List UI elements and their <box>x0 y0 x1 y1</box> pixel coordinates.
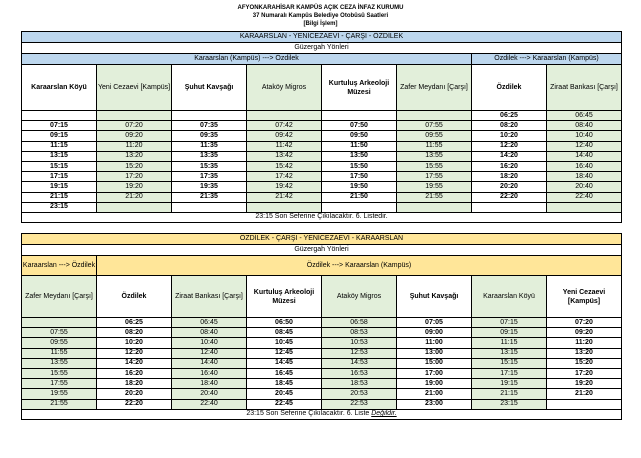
table-row <box>22 161 622 171</box>
time-cell: 06:25 <box>472 111 547 121</box>
time-cell: 10:53 <box>322 338 397 348</box>
column-header: Karaarslan Köyü <box>472 276 547 318</box>
time-cell: 20:53 <box>322 389 397 399</box>
time-cell: 10:40 <box>547 131 622 141</box>
time-cell: 12:53 <box>322 348 397 358</box>
time-cell <box>247 202 322 212</box>
document-title: AFYONKARAHİSAR KAMPÜS AÇIK CEZA İNFAZ KURUMU <box>237 5 404 11</box>
time-cell: 16:20 <box>472 161 547 171</box>
table-row <box>22 141 622 151</box>
time-cell: 09:15 <box>472 328 547 338</box>
time-cell: 18:20 <box>97 379 172 389</box>
time-cell: 10:45 <box>247 338 322 348</box>
time-cell: 09:55 <box>22 338 97 348</box>
time-cell: 07:05 <box>397 318 472 328</box>
table-row <box>22 368 622 378</box>
time-cell <box>547 202 622 212</box>
time-cell: 07:15 <box>472 318 547 328</box>
time-cell: 17:55 <box>22 379 97 389</box>
time-cell: 12:20 <box>97 348 172 358</box>
table-row <box>22 399 622 409</box>
time-cell: 20:45 <box>247 389 322 399</box>
time-cell: 18:45 <box>247 379 322 389</box>
time-cell: 13:50 <box>322 151 397 161</box>
time-cell: 07:55 <box>397 121 472 131</box>
time-cell: 12:20 <box>472 141 547 151</box>
time-cell: 13:15 <box>472 348 547 358</box>
time-cell: 08:45 <box>247 328 322 338</box>
time-cell: 11:00 <box>397 338 472 348</box>
time-cell: 14:20 <box>97 358 172 368</box>
time-cell: 19:50 <box>322 182 397 192</box>
time-cell: 19:15 <box>472 379 547 389</box>
time-cell: 22:20 <box>472 192 547 202</box>
time-cell: 14:40 <box>172 358 247 368</box>
time-cell: 10:40 <box>172 338 247 348</box>
time-cell: 08:53 <box>322 328 397 338</box>
time-cell <box>397 202 472 212</box>
direction-inbound-1: Özdilek ---> Karaarslan (Kampüs) <box>472 54 622 65</box>
column-header: Ziraat Bankası [Çarşı] <box>547 65 622 111</box>
time-cell: 09:20 <box>97 131 172 141</box>
time-cell: 17:35 <box>172 172 247 182</box>
time-cell: 22:53 <box>322 399 397 409</box>
column-header: Yeni Cezaevi [Kampüs] <box>97 65 172 111</box>
time-cell: 21:50 <box>322 192 397 202</box>
table-row <box>22 192 622 202</box>
table-row <box>22 389 622 399</box>
time-cell: 17:00 <box>397 368 472 378</box>
time-cell: 16:40 <box>547 161 622 171</box>
time-cell: 21:15 <box>22 192 97 202</box>
table-row <box>22 348 622 358</box>
time-cell: 21:35 <box>172 192 247 202</box>
time-cell: 16:20 <box>97 368 172 378</box>
time-cell <box>22 318 97 328</box>
direction-outbound-1: Karaarslan (Kampüs) ---> Özdilek <box>22 54 472 65</box>
footnote <box>22 409 622 419</box>
column-header: Zafer Meydanı [Çarşı] <box>397 65 472 111</box>
table-row <box>22 338 622 348</box>
time-cell: 19:42 <box>247 182 322 192</box>
time-cell: 11:20 <box>547 338 622 348</box>
time-cell: 07:50 <box>322 121 397 131</box>
time-cell: 08:20 <box>472 121 547 131</box>
time-cell: 15:50 <box>322 161 397 171</box>
time-cell <box>547 399 622 409</box>
time-cell: 12:40 <box>172 348 247 358</box>
time-cell: 06:58 <box>322 318 397 328</box>
table-row <box>22 182 622 192</box>
time-cell: 17:15 <box>472 368 547 378</box>
time-cell <box>97 202 172 212</box>
table-row <box>22 131 622 141</box>
schedule-table-1 <box>21 31 622 223</box>
time-cell: 18:40 <box>172 379 247 389</box>
route-title-1: KARAARSLAN - YENİCEZAEVİ - ÇARŞI - ÖZDİLEK <box>22 32 622 43</box>
time-cell: 07:35 <box>172 121 247 131</box>
time-cell: 19:55 <box>22 389 97 399</box>
time-cell <box>472 202 547 212</box>
time-cell: 23:15 <box>22 202 97 212</box>
time-cell: 21:42 <box>247 192 322 202</box>
time-cell: 10:20 <box>97 338 172 348</box>
time-cell: 15:42 <box>247 161 322 171</box>
time-cell: 07:42 <box>247 121 322 131</box>
time-cell: 08:40 <box>172 328 247 338</box>
time-cell: 15:00 <box>397 358 472 368</box>
time-cell: 18:20 <box>472 172 547 182</box>
time-cell <box>247 111 322 121</box>
time-cell: 15:55 <box>397 161 472 171</box>
footnote-text: 23:15 Son Seferine Çıkılacaktır. 6. Liste <box>246 410 372 418</box>
time-cell: 17:55 <box>397 172 472 182</box>
schedule-table-2 <box>21 233 622 420</box>
time-cell: 16:40 <box>172 368 247 378</box>
time-cell: 21:20 <box>97 192 172 202</box>
time-cell <box>22 111 97 121</box>
time-cell: 15:15 <box>472 358 547 368</box>
table-row <box>22 111 622 121</box>
time-cell: 13:00 <box>397 348 472 358</box>
table-row <box>22 202 622 212</box>
time-cell: 23:15 <box>472 399 547 409</box>
time-cell: 17:20 <box>97 172 172 182</box>
route-subtitle-2: Güzergah Yönleri <box>22 245 622 256</box>
column-header: Özdilek <box>97 276 172 318</box>
time-cell: 13:55 <box>397 151 472 161</box>
route-subtitle-1: Güzergah Yönleri <box>22 43 622 54</box>
column-header: Kurtuluş Arkeoloji Müzesi <box>247 276 322 318</box>
time-cell: 22:45 <box>247 399 322 409</box>
time-cell: 13:20 <box>97 151 172 161</box>
time-cell: 20:40 <box>172 389 247 399</box>
table-row <box>22 358 622 368</box>
table-row <box>22 328 622 338</box>
time-cell: 09:35 <box>172 131 247 141</box>
time-cell: 09:42 <box>247 131 322 141</box>
time-cell: 15:15 <box>22 161 97 171</box>
time-cell: 09:20 <box>547 328 622 338</box>
column-header: Özdilek <box>472 65 547 111</box>
time-cell <box>322 202 397 212</box>
time-cell: 15:55 <box>22 368 97 378</box>
route-title-2: ÖZDİLEK - ÇARŞI - YENİCEZAEVİ - KARAARSLAN <box>22 234 622 245</box>
document-subtitle: 37 Numaralı Kampüs Belediye Otobüsü Saatleri <box>252 13 389 19</box>
column-header: Şuhut Kavşağı <box>397 276 472 318</box>
column-header: Şuhut Kavşağı <box>172 65 247 111</box>
column-header: Ataköy Migros <box>322 276 397 318</box>
time-cell: 20:20 <box>472 182 547 192</box>
time-cell: 19:20 <box>547 379 622 389</box>
time-cell: 22:20 <box>97 399 172 409</box>
column-header: Karaarslan Köyü <box>22 65 97 111</box>
time-cell: 11:35 <box>172 141 247 151</box>
footnote-emphasis: Değildir. <box>371 410 397 418</box>
time-cell: 06:45 <box>172 318 247 328</box>
time-cell: 08:40 <box>547 121 622 131</box>
time-cell: 11:20 <box>97 141 172 151</box>
time-cell: 21:00 <box>397 389 472 399</box>
time-cell: 06:50 <box>247 318 322 328</box>
column-header: Kurtuluş Arkeoloji Müzesi <box>322 65 397 111</box>
time-cell: 18:53 <box>322 379 397 389</box>
time-cell: 13:55 <box>22 358 97 368</box>
column-header: Ziraat Bankası [Çarşı] <box>172 276 247 318</box>
time-cell: 18:40 <box>547 172 622 182</box>
time-cell <box>97 111 172 121</box>
time-cell: 07:55 <box>22 328 97 338</box>
time-cell: 20:40 <box>547 182 622 192</box>
time-cell: 12:40 <box>547 141 622 151</box>
time-cell: 19:15 <box>22 182 97 192</box>
time-cell: 22:40 <box>547 192 622 202</box>
time-cell: 13:15 <box>22 151 97 161</box>
time-cell <box>397 111 472 121</box>
time-cell: 10:20 <box>472 131 547 141</box>
time-cell: 13:20 <box>547 348 622 358</box>
time-cell: 06:25 <box>97 318 172 328</box>
direction-outbound-2: Karaarslan ---> Özdilek <box>22 256 97 276</box>
time-cell: 23:00 <box>397 399 472 409</box>
time-cell: 13:42 <box>247 151 322 161</box>
time-cell: 21:55 <box>22 399 97 409</box>
table-row <box>22 379 622 389</box>
time-cell <box>172 202 247 212</box>
time-cell: 09:00 <box>397 328 472 338</box>
time-cell <box>322 111 397 121</box>
time-cell: 09:50 <box>322 131 397 141</box>
column-header: Zafer Meydanı [Çarşı] <box>22 276 97 318</box>
time-cell: 11:15 <box>22 141 97 151</box>
time-cell: 21:15 <box>472 389 547 399</box>
time-cell: 07:20 <box>97 121 172 131</box>
table-row <box>22 151 622 161</box>
footnote: 23:15 Son Seferine Çıkılacaktır. 6. Listedir. <box>22 212 622 222</box>
time-cell: 17:42 <box>247 172 322 182</box>
time-cell: 15:35 <box>172 161 247 171</box>
time-cell: 11:50 <box>322 141 397 151</box>
table-row <box>22 318 622 328</box>
time-cell: 11:15 <box>472 338 547 348</box>
time-cell: 16:53 <box>322 368 397 378</box>
column-header: Yeni Cezaevi [Kampüs] <box>547 276 622 318</box>
time-cell: 15:20 <box>97 161 172 171</box>
time-cell <box>172 111 247 121</box>
time-cell: 07:15 <box>22 121 97 131</box>
time-cell: 06:45 <box>547 111 622 121</box>
table-row <box>22 172 622 182</box>
time-cell: 19:00 <box>397 379 472 389</box>
time-cell: 13:35 <box>172 151 247 161</box>
time-cell: 12:45 <box>247 348 322 358</box>
time-cell: 22:40 <box>172 399 247 409</box>
time-cell: 15:20 <box>547 358 622 368</box>
time-cell: 11:42 <box>247 141 322 151</box>
time-cell: 21:55 <box>397 192 472 202</box>
time-cell: 19:35 <box>172 182 247 192</box>
time-cell: 19:55 <box>397 182 472 192</box>
time-cell: 11:55 <box>22 348 97 358</box>
time-cell: 07:20 <box>547 318 622 328</box>
time-cell: 14:45 <box>247 358 322 368</box>
document-department: [Bilgi İşlem] <box>303 21 338 27</box>
direction-inbound-2: Özdilek ---> Karaarslan (Kampüs) <box>97 256 622 276</box>
time-cell: 09:55 <box>397 131 472 141</box>
time-cell: 14:20 <box>472 151 547 161</box>
time-cell: 19:20 <box>97 182 172 192</box>
time-cell: 08:20 <box>97 328 172 338</box>
table-row <box>22 121 622 131</box>
time-cell: 17:50 <box>322 172 397 182</box>
time-cell: 17:20 <box>547 368 622 378</box>
time-cell: 16:45 <box>247 368 322 378</box>
time-cell: 20:20 <box>97 389 172 399</box>
time-cell: 09:15 <box>22 131 97 141</box>
time-cell: 14:40 <box>547 151 622 161</box>
time-cell: 14:53 <box>322 358 397 368</box>
time-cell: 17:15 <box>22 172 97 182</box>
column-header: Ataköy Migros <box>247 65 322 111</box>
time-cell: 11:55 <box>397 141 472 151</box>
time-cell: 21:20 <box>547 389 622 399</box>
